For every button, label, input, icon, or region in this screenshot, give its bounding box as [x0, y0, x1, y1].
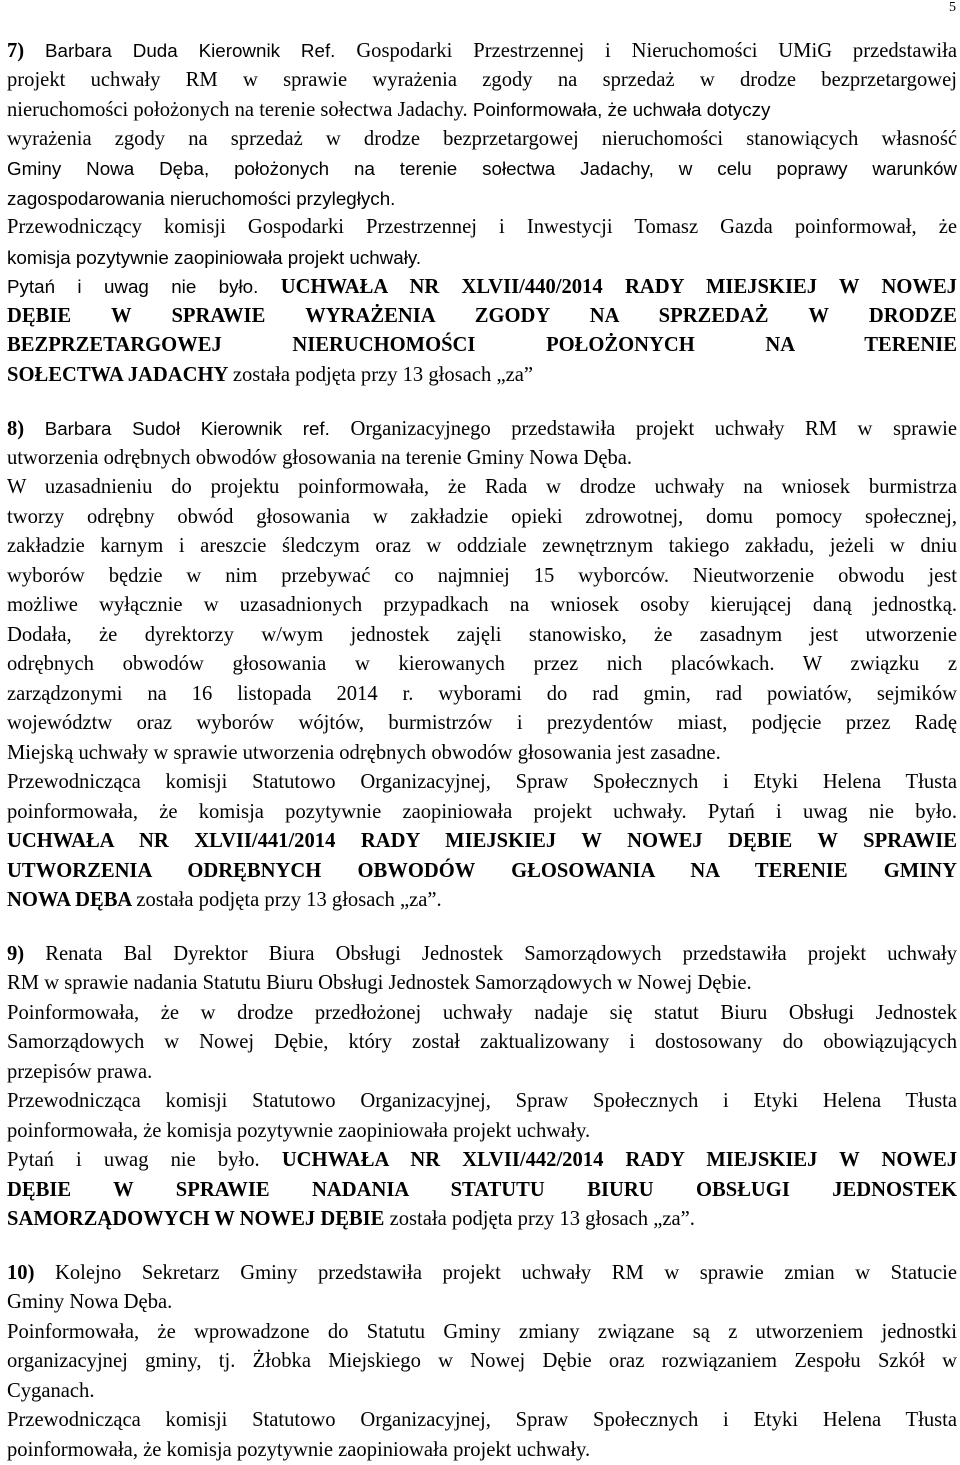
bold-text: DĘBIE W SPRAWIE WYRAŻENIA ZGODY NA SPRZEDAŻ W DRODZE	[7, 305, 957, 327]
text-run: Przewodnicząca komisji Statutowo Organizacyjnej, Spraw Społecznych i Etyki Helena Tłusta	[7, 1090, 957, 1112]
text-run: poinformowała, że komisja pozytywnie zaopiniowała projekt uchwały. Pytań i uwag nie było.	[7, 801, 957, 823]
bold-text: UCHWAŁA NR XLVII/441/2014 RADY MIEJSKIEJ W NOWEJ DĘBIE W SPRAWIE	[7, 830, 957, 852]
text-line	[7, 886, 957, 916]
bold-text: 9)	[7, 943, 45, 965]
text-line	[7, 1259, 957, 1289]
text-line	[7, 444, 957, 474]
text-line	[7, 1377, 957, 1407]
text-run: Miejską uchwały w sprawie utworzenia odrębnych obwodów głosowania jest zasadne.	[7, 742, 721, 764]
text-line	[7, 272, 957, 302]
text-line	[7, 827, 957, 857]
text-line	[7, 1288, 957, 1318]
text-run: Cyganach.	[7, 1380, 95, 1402]
bold-text: 7)	[7, 40, 45, 62]
text-line	[7, 1058, 957, 1088]
text-run: poinformowała, że komisja pozytywnie zaopiniowała projekt uchwały.	[7, 1439, 590, 1461]
paragraph-gap	[7, 390, 957, 414]
agenda-item-9	[7, 940, 957, 1235]
bold-text: BEZPRZETARGOWEJ NIERUCHOMOŚCI POŁOŻONYCH NA TERENIE	[7, 334, 957, 356]
text-line	[7, 1087, 957, 1117]
text-line	[7, 1146, 957, 1176]
text-line	[7, 125, 957, 155]
text-run: utworzenia odrębnych obwodów głosowania na terenie Gminy Nowa Dęba.	[7, 447, 632, 469]
bold-text: NOWA DĘBA	[7, 889, 136, 911]
text-run: Przewodniczący komisji Gospodarki Przestrzennej i Inwestycji Tomasz Gazda poinformował, że	[7, 216, 957, 238]
text-run: poinformowała, że komisja pozytywnie zaopiniowała projekt uchwały.	[7, 1120, 590, 1142]
text-line	[7, 1406, 957, 1436]
text-run: zakładzie karnym i areszcie śledczym oraz w oddziale zewnętrznym takiego zakładu, jeżeli w dniu	[7, 535, 957, 557]
text-run: organizacyjnej gminy, tj. Żłobka Miejskiego w Nowej Dębie oraz rozwiązaniem Zespołu Szkół w	[7, 1350, 957, 1372]
bold-text: DĘBIE W SPRAWIE NADANIA STATUTU BIURU OBSŁUGI JEDNOSTEK	[7, 1179, 957, 1201]
text-line	[7, 154, 957, 184]
text-run: została podjęta przy 13 głosach „za”.	[390, 1208, 695, 1230]
text-run: zarządzonymi na 16 listopada 2014 r. wyborami do rad gmin, rad powiatów, sejmików	[7, 683, 957, 705]
text-run: komisja pozytywnie zaopiniowała projekt uchwały.	[7, 247, 421, 268]
text-run: wyborów będzie w nim przebywać co najmniej 15 wyborców. Nieutworzenie obwodu jest	[7, 565, 957, 587]
text-run: Poinformowała, że wprowadzone do Statutu Gminy zmiany związane są z utworzeniem jednostki	[7, 1321, 957, 1343]
text-run: projekt uchwały RM w sprawie wyrażenia zgody na sprzedaż w drodze bezprzetargowej	[7, 69, 957, 91]
text-run: Pytań i uwag nie było.	[7, 1149, 282, 1171]
bold-text: 10)	[7, 1262, 55, 1284]
text-run: Dodała, że dyrektorzy w/wym jednostek zajęli stanowisko, że zasadnym jest utworzenie	[7, 624, 957, 646]
text-line	[7, 95, 957, 125]
text-run: Barbara Duda Kierownik Ref.	[45, 40, 356, 61]
paragraph-gap	[7, 1235, 957, 1259]
text-run: Poinformowała, że w drodze przedłożonej uchwały nadaje się statut Biuru Obsługi Jednostek	[7, 1002, 957, 1024]
text-run: zagospodarowania nieruchomości przyległych.	[7, 188, 395, 209]
text-line	[7, 680, 957, 710]
text-line	[7, 999, 957, 1029]
agenda-item-8	[7, 414, 957, 916]
text-line	[7, 1117, 957, 1147]
text-line	[7, 940, 957, 970]
bold-text: SOŁECTWA JADACHY	[7, 364, 233, 386]
text-line	[7, 532, 957, 562]
text-run: możliwe wyłącznie w uzasadnionych przypadkach na wniosek osoby kierującej daną jednostką.	[7, 594, 957, 616]
text-line	[7, 1205, 957, 1235]
text-line	[7, 213, 957, 243]
text-line	[7, 857, 957, 887]
bold-text: UCHWAŁA NR XLVII/440/2014 RADY MIEJSKIEJ W NOWEJ	[281, 276, 957, 298]
text-line	[7, 503, 957, 533]
agenda-item-7	[7, 36, 957, 390]
text-line	[7, 302, 957, 332]
text-run: tworzy odrębny obwód głosowania w zakładzie opieki zdrowotnej, domu pomocy społecznej,	[7, 506, 957, 528]
text-run: Organizacyjnego przedstawiła projekt uchwały RM w sprawie	[350, 418, 957, 440]
text-line	[7, 969, 957, 999]
text-line	[7, 243, 957, 273]
text-run: Samorządowych w Nowej Dębie, który został zaktualizowany i dostosowany do obowiązujących	[7, 1031, 957, 1053]
text-run: Barbara Sudoł Kierownik ref.	[45, 418, 351, 439]
agenda-item-10	[7, 1259, 957, 1465]
text-run: województw oraz wyborów wójtów, burmistrzów i prezydentów miast, podjęcie przez Radę	[7, 712, 957, 734]
text-run: Renata Bal Dyrektor Biura Obsługi Jednostek Samorządowych przedstawiła projekt uchwały	[45, 943, 957, 965]
text-line	[7, 621, 957, 651]
text-line	[7, 361, 957, 391]
text-run: Poinformowała, że uchwała dotyczy	[473, 99, 771, 120]
text-line	[7, 562, 957, 592]
text-run: Przewodnicząca komisji Statutowo Organizacyjnej, Spraw Społecznych i Etyki Helena Tłusta	[7, 771, 957, 793]
text-run: Kolejno Sekretarz Gminy przedstawiła projekt uchwały RM w sprawie zmian w Statucie	[55, 1262, 957, 1284]
text-line	[7, 798, 957, 828]
text-run: nieruchomości położonych na terenie sołectwa Jadachy.	[7, 99, 473, 121]
text-run: odrębnych obwodów głosowania w kierowanych przez nich placówkach. W związku z	[7, 653, 957, 675]
text-line	[7, 1176, 957, 1206]
text-run: została podjęta przy 13 głosach „za”	[233, 364, 533, 386]
text-line	[7, 1028, 957, 1058]
bold-text: UCHWAŁA NR XLVII/442/2014 RADY MIEJSKIEJ W NOWEJ	[282, 1149, 957, 1171]
text-run: Gminy Nowa Dęba.	[7, 1291, 172, 1313]
text-line	[7, 709, 957, 739]
page-number: 5	[949, 0, 956, 16]
text-line	[7, 331, 957, 361]
text-run: W uzasadnieniu do projektu poinformowała, że Rada w drodze uchwały na wniosek burmistrza	[7, 476, 957, 498]
text-line	[7, 1318, 957, 1348]
bold-text: UTWORZENIA ODRĘBNYCH OBWODÓW GŁOSOWANIA NA TERENIE GMINY	[7, 860, 957, 882]
text-line	[7, 768, 957, 798]
text-line	[7, 184, 957, 214]
text-run: Gospodarki Przestrzennej i Nieruchomości UMiG przedstawiła	[356, 40, 957, 62]
paragraph-gap	[7, 916, 957, 940]
text-line	[7, 414, 957, 444]
text-line	[7, 1436, 957, 1465]
text-run: RM w sprawie nadania Statutu Biuru Obsługi Jednostek Samorządowych w Nowej Dębie.	[7, 972, 752, 994]
text-line	[7, 739, 957, 769]
text-run: wyrażenia zgody na sprzedaż w drodze bezprzetargowej nieruchomości stanowiących własność	[7, 128, 957, 150]
text-line	[7, 66, 957, 96]
text-run: przepisów prawa.	[7, 1061, 152, 1083]
text-line	[7, 1347, 957, 1377]
text-line	[7, 36, 957, 66]
text-line	[7, 650, 957, 680]
text-line	[7, 591, 957, 621]
document-body	[7, 36, 957, 1465]
text-run: Pytań i uwag nie było.	[7, 276, 281, 297]
text-run: Przewodnicząca komisji Statutowo Organizacyjnej, Spraw Społecznych i Etyki Helena Tłusta	[7, 1409, 957, 1431]
text-run: została podjęta przy 13 głosach „za”.	[136, 889, 441, 911]
text-run: Gminy Nowa Dęba, położonych na terenie sołectwa Jadachy, w celu poprawy warunków	[7, 158, 957, 179]
bold-text: 8)	[7, 418, 45, 440]
bold-text: SAMORZĄDOWYCH W NOWEJ DĘBIE	[7, 1208, 390, 1230]
text-line	[7, 473, 957, 503]
